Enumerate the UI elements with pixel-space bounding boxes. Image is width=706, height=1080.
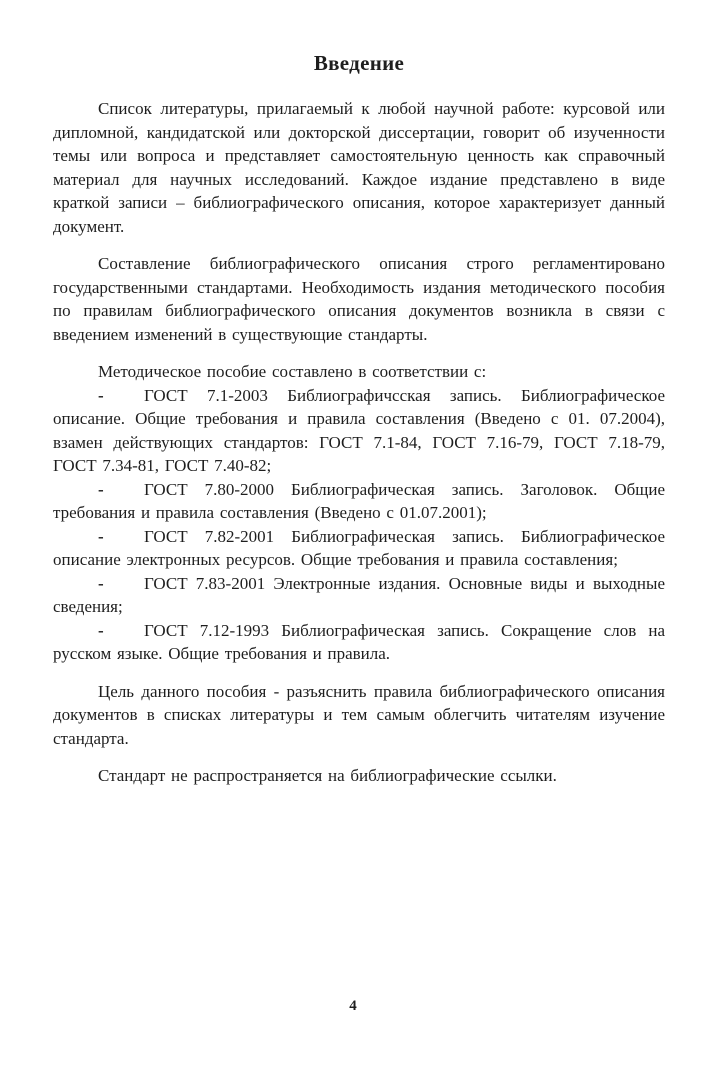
paragraph-text: Список литературы, прилагаемый к любой научной работе: курсовой или дипломной, кандидатской или докторской диссертации, говорит об изученности темы или вопроса и представляет самостоятельную ценность как справочный материал для научных исследований. Каждое издание представлено в виде краткой записи – библиографического описания, которое характеризует данный документ.	[53, 99, 665, 236]
paragraph-text: ГОСТ 7.83-2001 Электронные издания. Основные виды и выходные сведения;	[53, 573, 665, 616]
paragraph-text: ГОСТ 7.1-2003 Библиографичсская запись. Библиографическое описание. Общие требования и правила составления (Введено с 01. 07.2004), взамен действующих стандартов: ГОСТ 7.1-84, ГОСТ 7.16-79, ГОСТ 7.18-79, ГОСТ 7.34-81, ГОСТ 7.40-82;	[53, 385, 665, 475]
list-dash-marker: -	[98, 620, 104, 640]
page-content	[53, 50, 665, 788]
paragraph	[53, 680, 665, 751]
paragraph-text: Методическое пособие составлено в соответствии с:	[98, 362, 487, 381]
page-title: Введение	[313, 51, 405, 75]
paragraph	[53, 360, 665, 384]
list-dash-marker: -	[98, 573, 104, 593]
page-number: 4	[349, 998, 357, 1014]
list-item	[53, 478, 665, 525]
list-item	[53, 525, 665, 572]
list-dash-marker: -	[98, 526, 104, 546]
list-item	[53, 619, 665, 666]
paragraph	[53, 252, 665, 346]
paragraph-text: Стандарт не распространяется на библиографические ссылки.	[98, 766, 557, 785]
paragraphs-container	[53, 97, 665, 788]
paragraph-text: Составление библиографического описания строго регламентировано государственными стандартами. Необходимость издания методического пособия по правилам библиографического описания документов возникла в связи с введением изменений в существующие стандарты.	[53, 254, 665, 344]
paragraph-text: ГОСТ 7.12-1993 Библиографическая запись. Сокращение слов на русском языке. Общие требования и правила.	[53, 620, 665, 663]
paragraph-text: Цель данного пособия - разъяснить правила библиографического описания документов в списках литературы и тем самым облегчить читателям изучение стандарта.	[53, 681, 665, 748]
paragraph-text: ГОСТ 7.80-2000 Библиографическая запись. Заголовок. Общие требования и правила составления (Введено с 01.07.2001);	[53, 479, 665, 522]
list-dash-marker: -	[98, 479, 104, 499]
paragraph-text: ГОСТ 7.82-2001 Библиографическая запись. Библиографическое описание электронных ресурсов. Общие требования и правила составления;	[53, 526, 665, 569]
paragraph	[53, 764, 665, 788]
paragraph	[53, 97, 665, 238]
list-dash-marker: -	[98, 385, 104, 405]
list-item	[53, 572, 665, 619]
list-item	[53, 384, 665, 478]
